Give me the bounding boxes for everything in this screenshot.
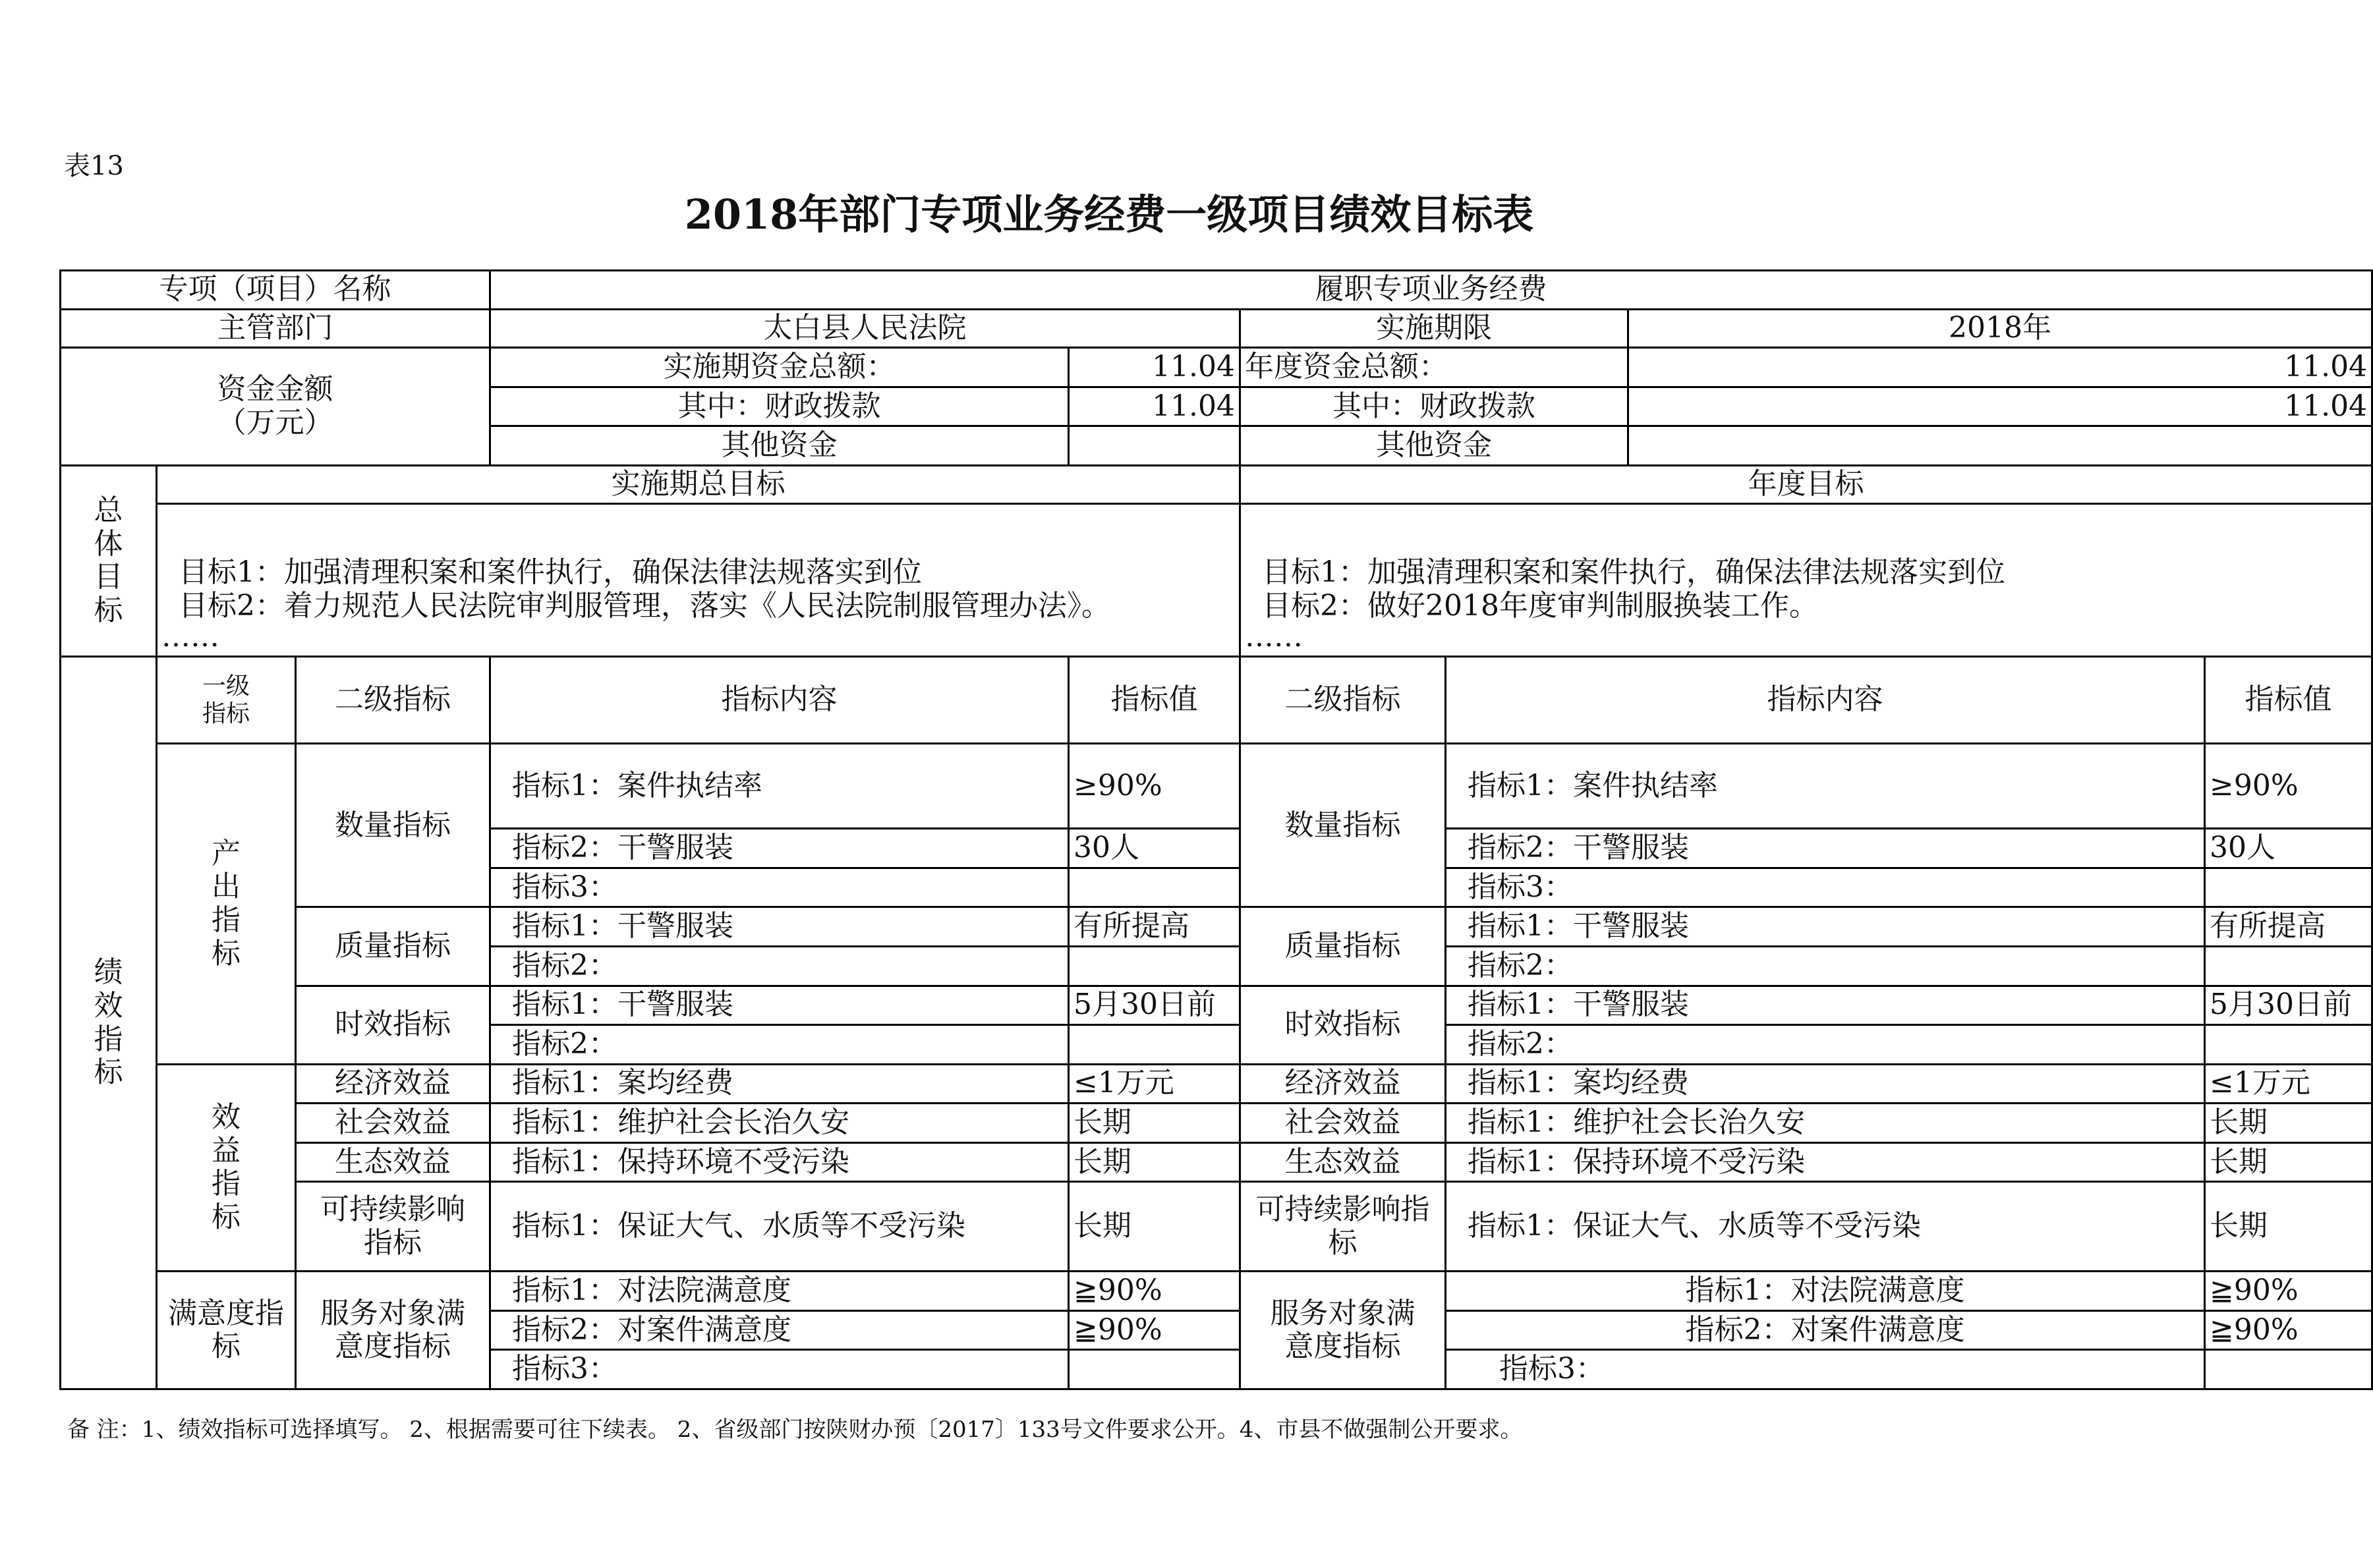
ecological-row (61, 1142, 2372, 1182)
level1-header (157, 657, 296, 744)
project-name-value: 履职专项业务经费 (490, 271, 2372, 310)
annual-goal-content (1240, 504, 2372, 657)
period-goal-line2: 目标2：着力规范人民法院审判服管理，落实《人民法院制服管理办法》。 (179, 588, 1110, 623)
social-row (61, 1104, 2372, 1143)
satisfaction-1-content: 指标1：对法院满意度 (490, 1272, 1069, 1311)
timeliness-2-content: 指标2： (490, 1025, 1069, 1065)
funds-label-line2: （万元） (217, 405, 333, 439)
annual-sustainable-impact-label: 可持续影响指标 (1240, 1182, 1446, 1272)
period-goal-line1: 目标1：加强清理积案和案件执行，确保法律法规落实到位 (179, 555, 922, 589)
timeliness-1-value: 5月30日前 (1069, 986, 1240, 1025)
performance-target-table (59, 269, 2368, 1390)
quality-1-content: 指标1：干警服装 (490, 907, 1069, 947)
annual-timeliness-2-value (2205, 1025, 2372, 1065)
timeliness-2-value (1069, 1025, 1240, 1065)
timeliness-indicator-label: 时效指标 (296, 986, 490, 1064)
funds-total-row (61, 348, 2372, 387)
period-goal-line3: …… (161, 620, 219, 654)
annual-level2-header: 二级指标 (1240, 657, 1446, 744)
annual-value-header: 指标值 (2205, 657, 2372, 744)
annual-ecological-1-value: 长期 (2205, 1142, 2372, 1182)
benefit-indicator-label: 效益指标 (157, 1064, 296, 1272)
period-value: 2018年 (1628, 309, 2372, 348)
social-benefit-label: 社会效益 (296, 1104, 490, 1143)
annual-fiscal-funds-label: 其中：财政拨款 (1240, 387, 1628, 426)
sustainable-row (61, 1182, 2372, 1272)
annual-satisfaction-1-content: 指标1：对法院满意度 (1446, 1272, 2205, 1311)
annual-quantity-3-value (2205, 868, 2372, 907)
ecological-1-content: 指标1：保持环境不受污染 (490, 1142, 1069, 1182)
annual-quality-1-content: 指标1：干警服装 (1446, 907, 2205, 947)
project-name-row (61, 271, 2372, 310)
satisfaction-row-1 (61, 1272, 2372, 1311)
annual-other-funds-label: 其他资金 (1240, 426, 1628, 466)
satisfaction-3-value (1069, 1350, 1240, 1389)
annual-ecological-benefit-label: 生态效益 (1240, 1142, 1446, 1182)
annual-social-1-content: 指标1：维护社会长治久安 (1446, 1104, 2205, 1143)
annual-goal-line2: 目标2：做好2018年度审判制服换装工作。 (1262, 588, 1818, 623)
funds-label (61, 348, 490, 466)
annual-satisfaction-3-content: 指标3： (1446, 1350, 2205, 1389)
other-funds-value (1069, 426, 1240, 466)
department-row (61, 309, 2372, 348)
project-name-label: 专项（项目）名称 (61, 271, 490, 310)
annual-ecological-1-content: 指标1：保持环境不受污染 (1446, 1142, 2205, 1182)
economic-1-value: ≤1万元 (1069, 1064, 1240, 1104)
quantity-indicator-label: 数量指标 (296, 744, 490, 907)
annual-economic-1-value: ≤1万元 (2205, 1064, 2372, 1104)
annual-fiscal-funds-value: 11.04 (1628, 387, 2372, 426)
annual-goal-line1: 目标1：加强清理积案和案件执行，确保法律法规落实到位 (1262, 555, 2006, 589)
annual-total-funds-label: 年度资金总额： (1240, 348, 1628, 387)
output-indicator-label: 产出指标 (157, 744, 296, 1064)
sustainable-impact-label: 可持续影响指标 (296, 1182, 490, 1272)
satisfaction-3-content: 指标3： (490, 1350, 1069, 1389)
annual-timeliness-indicator-label: 时效指标 (1240, 986, 1446, 1064)
annual-timeliness-1-content: 指标1：干警服装 (1446, 986, 2205, 1025)
page-title: 2018年部门专项业务经费一级项目绩效目标表 (684, 190, 1534, 238)
quality-2-value (1069, 946, 1240, 986)
table-number-label: 表13 (64, 151, 124, 181)
annual-social-benefit-label: 社会效益 (1240, 1104, 1446, 1143)
annual-goal-line3: …… (1245, 620, 1303, 654)
level1-header-line1: 一级 (202, 673, 250, 700)
quantity-1-value: ≥90% (1069, 744, 1240, 829)
level2-header: 二级指标 (296, 657, 490, 744)
ecological-1-value: 长期 (1069, 1142, 1240, 1182)
performance-indicators-side-label: 绩效指标 (61, 657, 157, 1389)
period-goal-header: 实施期总目标 (157, 465, 1240, 504)
annual-other-funds-value (1628, 426, 2372, 466)
annual-economic-benefit-label: 经济效益 (1240, 1064, 1446, 1104)
annual-satisfaction-1-value: ≧90% (2205, 1272, 2372, 1311)
annual-timeliness-1-value: 5月30日前 (2205, 986, 2372, 1025)
quality-row-1 (61, 907, 2372, 947)
annual-quantity-2-content: 指标2：干警服装 (1446, 829, 2205, 868)
quantity-1-content: 指标1：案件执结率 (490, 744, 1069, 829)
social-1-content: 指标1：维护社会长治久安 (490, 1104, 1069, 1143)
annual-satisfaction-2-content: 指标2：对案件满意度 (1446, 1310, 2205, 1350)
quality-indicator-label: 质量指标 (296, 907, 490, 986)
annual-quality-1-value: 有所提高 (2205, 907, 2372, 947)
quality-2-content: 指标2： (490, 946, 1069, 986)
economic-benefit-label: 经济效益 (296, 1064, 490, 1104)
annual-quantity-1-content: 指标1：案件执结率 (1446, 744, 2205, 829)
department-value: 太白县人民法院 (490, 309, 1240, 348)
annual-total-funds-value: 11.04 (1628, 348, 2372, 387)
footnote: 备 注：1、绩效指标可选择填写。 2、根据需要可往下续表。 2、省级部门按陕财办预〔2017〕133号文件要求公开。4、市县不做强制公开要求。 (67, 1416, 1523, 1443)
quality-1-value: 有所提高 (1069, 907, 1240, 947)
social-1-value: 长期 (1069, 1104, 1240, 1143)
level1-header-line2: 指标 (202, 700, 250, 727)
annual-quantity-2-value: 30人 (2205, 829, 2372, 868)
overall-goals-side-label: 总体目标 (61, 465, 157, 657)
fiscal-funds-label: 其中：财政拨款 (490, 387, 1069, 426)
annual-quality-2-content: 指标2： (1446, 946, 2205, 986)
quantity-row-1 (61, 744, 2372, 829)
goals-content-row (61, 504, 2372, 657)
total-funds-value: 11.04 (1069, 348, 1240, 387)
period-goal-content (157, 504, 1240, 657)
timeliness-1-content: 指标1：干警服装 (490, 986, 1069, 1025)
quantity-3-value (1069, 868, 1240, 907)
satisfaction-1-value: ≧90% (1069, 1272, 1240, 1311)
sustainable-1-value: 长期 (1069, 1182, 1240, 1272)
sustainable-1-content: 指标1：保证大气、水质等不受污染 (490, 1182, 1069, 1272)
satisfaction-2-value: ≧90% (1069, 1310, 1240, 1350)
annual-service-satisfaction-label: 服务对象满意度指标 (1240, 1272, 1446, 1389)
annual-social-1-value: 长期 (2205, 1104, 2372, 1143)
content-header: 指标内容 (490, 657, 1069, 744)
annual-timeliness-2-content: 指标2： (1446, 1025, 2205, 1065)
funds-label-line1: 资金金额 (217, 372, 333, 406)
fiscal-funds-value: 11.04 (1069, 387, 1240, 426)
economic-row (61, 1064, 2372, 1104)
annual-content-header: 指标内容 (1446, 657, 2205, 744)
total-funds-label: 实施期资金总额： (490, 348, 1069, 387)
indicator-header-row (61, 657, 2372, 744)
satisfaction-indicator-label: 满意度指标 (157, 1272, 296, 1389)
annual-quantity-indicator-label: 数量指标 (1240, 744, 1446, 907)
annual-satisfaction-2-value: ≧90% (2205, 1310, 2372, 1350)
annual-quality-indicator-label: 质量指标 (1240, 907, 1446, 986)
annual-sustainable-1-content: 指标1：保证大气、水质等不受污染 (1446, 1182, 2205, 1272)
value-header: 指标值 (1069, 657, 1240, 744)
annual-quantity-1-value: ≥90% (2205, 744, 2372, 829)
annual-goal-header: 年度目标 (1240, 465, 2372, 504)
annual-satisfaction-3-value (2205, 1350, 2372, 1389)
service-satisfaction-label: 服务对象满意度指标 (296, 1272, 490, 1389)
annual-quality-2-value (2205, 946, 2372, 986)
annual-quantity-3-content: 指标3： (1446, 868, 2205, 907)
quantity-3-content: 指标3： (490, 868, 1069, 907)
timeliness-row-1 (61, 986, 2372, 1025)
annual-economic-1-content: 指标1：案均经费 (1446, 1064, 2205, 1104)
annual-sustainable-1-value: 长期 (2205, 1182, 2372, 1272)
period-label: 实施期限 (1240, 309, 1628, 348)
goals-header-row (61, 465, 2372, 504)
other-funds-label: 其他资金 (490, 426, 1069, 466)
satisfaction-2-content: 指标2：对案件满意度 (490, 1310, 1069, 1350)
economic-1-content: 指标1：案均经费 (490, 1064, 1069, 1104)
quantity-2-value: 30人 (1069, 829, 1240, 868)
department-label: 主管部门 (61, 309, 490, 348)
ecological-benefit-label: 生态效益 (296, 1142, 490, 1182)
quantity-2-content: 指标2：干警服装 (490, 829, 1069, 868)
